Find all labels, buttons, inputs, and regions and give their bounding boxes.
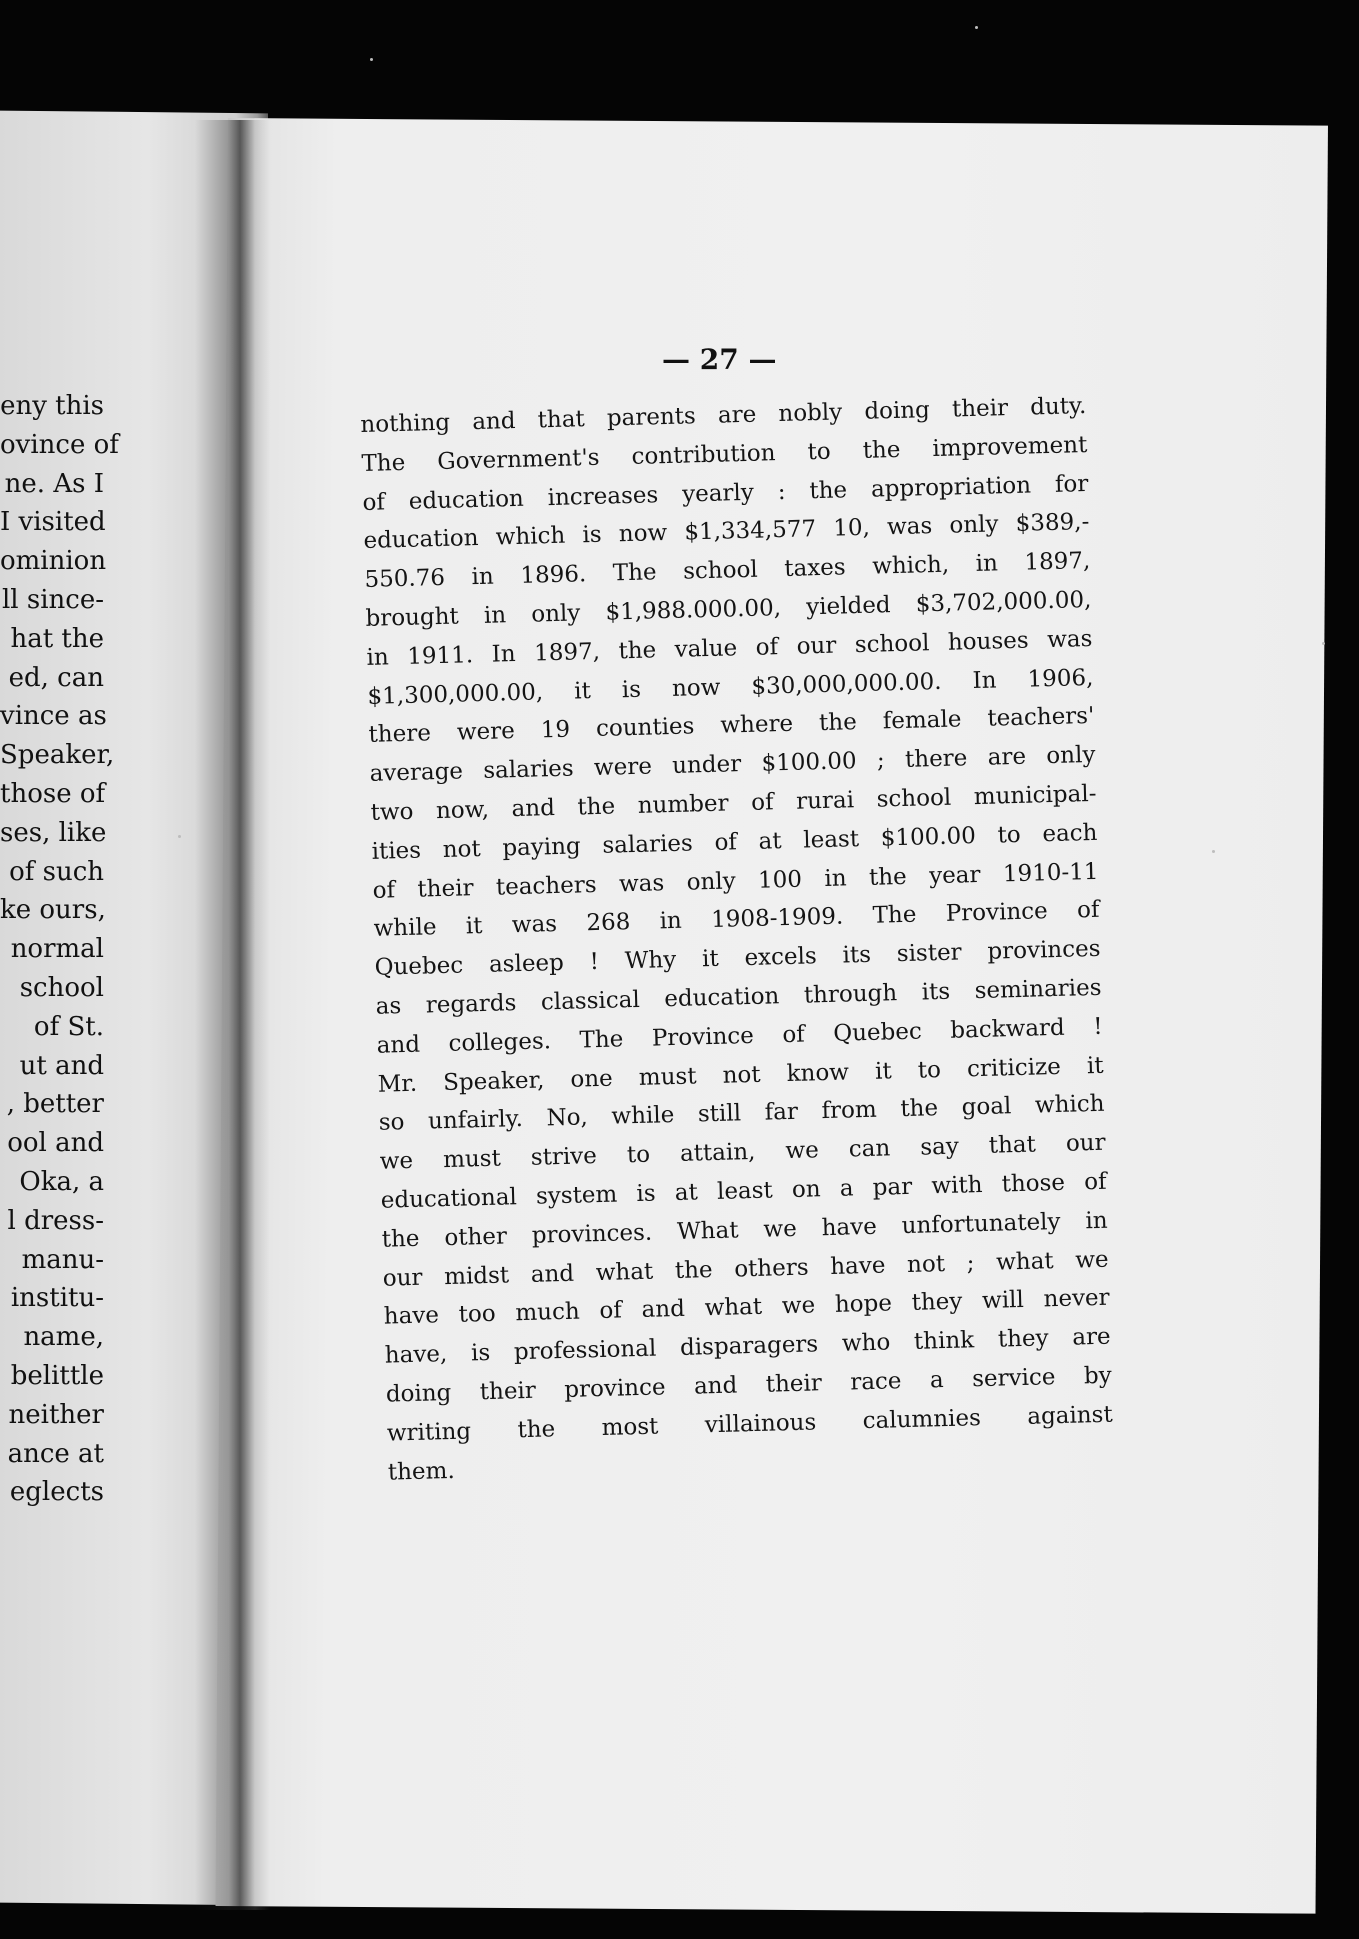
text-line: Quebec asleep ! Why it excels its sister provinces: [374, 935, 1101, 981]
previous-page-line: normal: [10, 934, 104, 965]
page-body-text: [360, 387, 1114, 1492]
previous-page-line: ut and: [19, 1050, 104, 1081]
text-line: nothing and that parents are nobly doing their duty.: [360, 392, 1087, 438]
text-line: 550.76 in 1896. The school taxes which, in 1897,: [364, 548, 1091, 594]
previous-page-line: belittle: [10, 1360, 104, 1391]
previous-page-line: ll since-: [1, 584, 104, 615]
text-line: education which is now $1,334,577 10, was only $389,-: [363, 509, 1090, 555]
book-gutter-shadow: [195, 120, 270, 1910]
previous-page-line: ke ours,: [0, 895, 106, 926]
previous-page-line: vince as: [0, 701, 107, 732]
text-line: have, is professional disparagers who think they are: [384, 1323, 1111, 1369]
text-line: Mr. Speaker, one must not know it to criticize it: [377, 1052, 1104, 1098]
text-line: of their teachers was only 100 in the year 1910-11: [372, 858, 1099, 904]
previous-page-line: Speaker,: [0, 740, 115, 771]
previous-page-line: school: [19, 972, 104, 1003]
previous-page-line: l dress-: [7, 1205, 104, 1236]
text-line: educational system is at least on a par with those of: [380, 1168, 1107, 1214]
text-line: ities not paying salaries of at least $100.00 to each: [371, 819, 1098, 865]
text-line: so unfairly. No, while still far from the goal which: [378, 1091, 1105, 1137]
text-line: in 1911. In 1897, the value of our school houses was: [366, 625, 1093, 671]
dust-speck: [1322, 642, 1325, 645]
text-line: there were 19 counties where the female teachers': [368, 703, 1095, 749]
text-line: $1,300,000.00, it is now $30,000,000.00. In 1906,: [367, 664, 1094, 710]
dust-speck: [178, 835, 181, 838]
text-line: brought in only $1,988.000.00, yielded $3,702,000.00,: [365, 586, 1092, 632]
previous-page-line: ed, can: [8, 662, 104, 693]
previous-page-line: ne. As I: [4, 468, 104, 499]
text-line: while it was 268 in 1908-1909. The Province of: [373, 897, 1100, 943]
dust-speck: [975, 26, 978, 29]
text-line: average salaries were under $100.00 ; there are only: [369, 742, 1096, 788]
dust-speck: [1212, 850, 1215, 853]
previous-page-line: Oka, a: [19, 1166, 104, 1197]
text-line: two now, and the number of rurai school municipal-: [370, 780, 1097, 826]
previous-page-line: manu-: [21, 1244, 104, 1275]
text-line: writing the most villainous calumnies against: [386, 1401, 1113, 1447]
page-number: — 27 —: [662, 343, 777, 376]
previous-page-line: , better: [6, 1089, 104, 1120]
dust-speck: [370, 58, 373, 61]
text-line: them.: [387, 1457, 456, 1486]
previous-page-line: those of: [0, 778, 106, 809]
previous-page-line: of St.: [33, 1011, 104, 1042]
text-line: the other provinces. What we have unfortunately in: [381, 1207, 1108, 1253]
previous-page-line: I visited: [0, 507, 106, 538]
text-line: we must strive to attain, we can say that our: [379, 1129, 1106, 1175]
text-line: and colleges. The Province of Quebec backward !: [376, 1013, 1103, 1059]
previous-page-line: ance at: [7, 1438, 104, 1469]
text-line: of education increases yearly : the appropriation for: [362, 470, 1089, 516]
previous-page-line: institu-: [10, 1283, 104, 1314]
previous-page-line: ses, like: [0, 817, 107, 848]
previous-page-line: neither: [8, 1399, 104, 1430]
previous-page-line: of such: [9, 856, 104, 887]
previous-page-line: name,: [23, 1322, 104, 1353]
previous-page-line: ominion: [0, 546, 107, 577]
previous-page-line: hat the: [10, 623, 104, 654]
text-line: doing their province and their race a service by: [385, 1362, 1112, 1408]
text-line: as regards classical education through its seminaries: [375, 974, 1102, 1020]
text-line: our midst and what the others have not ; what we: [382, 1246, 1109, 1292]
previous-page-line: eglects: [9, 1477, 104, 1508]
previous-page-line: ool and: [7, 1128, 104, 1159]
previous-page-line: ovince of: [0, 429, 119, 460]
text-line: The Government's contribution to the improvement: [361, 431, 1088, 477]
previous-page-line: eny this: [0, 391, 104, 421]
text-line: have too much of and what we hope they will never: [383, 1285, 1110, 1331]
previous-page-text: [0, 387, 119, 1512]
